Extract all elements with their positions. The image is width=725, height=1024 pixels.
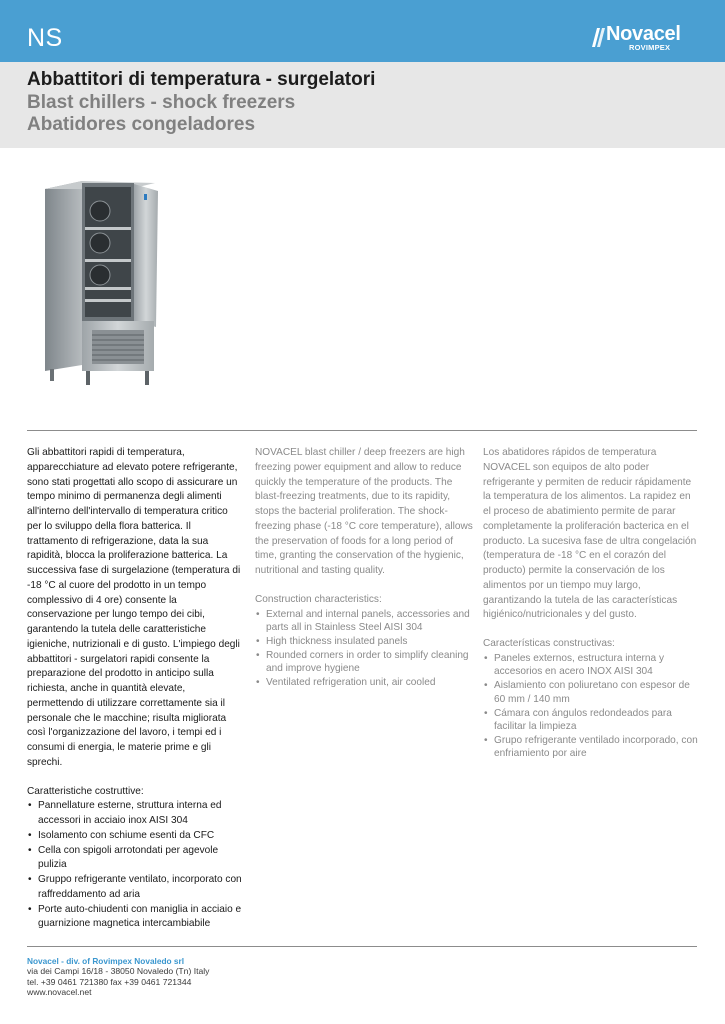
title-italian: Abbattitori di temperatura - surgelatori [27,69,376,90]
features-title-english: Construction characteristics: [255,593,382,605]
list-item: • Isolamento con schiume esenti da CFC [27,829,243,844]
column-english [255,446,473,690]
features-title-italian: Caratteristiche costruttive: [27,785,144,797]
column-italian [27,446,243,932]
product-image [40,175,175,390]
footer [27,956,209,997]
intro-spanish: Los abatidores rápidos de temperatura NOVACEL son equipos de alto poder refrigerante y permiten de reducir rápidamente la temperatura de los alimentos. La rapidez en el proceso de abatimiento permite de parar completamente la proliferación bacterica en el producto. La sucesiva fase de ultra congelación (temperatura de -18 °C en el corazón del producto) permite la conservación de los alimentos por un tiempo muy largo, garantizando la tutela de las características higiénico/nutricionales y del gusto. [483,447,697,621]
footer-website[interactable]: www.novacel.net [27,986,92,997]
logo-mark-icon [591,26,605,48]
list-item: • High thickness insulated panels [255,635,473,648]
column-spanish [483,446,701,761]
features-list-italian [27,799,243,932]
list-item: • Aislamiento con poliuretano con espesor de 60 mm / 140 mm [483,679,701,706]
footer-company: Novacel - div. of Rovimpex Novaledo srl [27,956,185,966]
features-list-english [255,608,473,690]
brand-name: Novacel [606,23,681,45]
features-title-spanish: Características constructivas: [483,638,615,649]
list-item: • Cámara con ángulos redondeados para facilitar la limpieza [483,707,701,734]
divider-bottom [27,946,697,947]
list-item: • Pannellature esterne, struttura interna ed accessori in acciaio inox AISI 304 [27,799,243,829]
footer-address: via dei Campi 16/18 - 38050 Novaledo (Tn) Italy [27,966,210,977]
intro-italian: Gli abbattitori rapidi di temperatura, apparecchiature ad elevato potere refrigerante, sono stati progettati allo scopo di assicurare un tempo minimo di permanenza degli alimenti all'interno dell'intervallo di temperatura critico per lo sviluppo della flora batterica. Il trattamento di refrigerazione, data la sua rapidità, blocca la proliferazione batterica. La successiva fase di surgelazione (temperatura di -18 °C al cuore del prodotto in un tempo complessivo di 4 ore) consente la conservazione per lungo tempo dei cibi, garantendo la tutela delle caratteristiche igieniche, nutrizionali e di gusto. L'impiego degli abbattitori - surgelatori rapidi consente la preparazione del prodotto in anticipo sulla richiesta, anche in quantità elevate, permettendo di utilizzare correttamente sia il personale che le macchine; risulta migliorata così l'organizzazione del lavoro, i tempi ed i consumi di energia, le materie prime e gli sprechi. [27,447,241,768]
brand-sub: ROVIMPEX [629,43,671,52]
divider-top [27,430,697,431]
features-list-spanish [483,652,701,761]
title-spanish: Abatidores congeladores [27,114,256,135]
footer-phone: tel. +39 0461 721380 fax +39 0461 721344 [27,976,192,987]
product-code: NS [27,24,63,52]
list-item: • Porte auto-chiudenti con maniglia in acciaio e guarnizione magnetica intercambiabile [27,903,243,933]
title-english: Blast chillers - shock freezers [27,92,296,113]
list-item: • Grupo refrigerante ventilado incorporado, con enfriamiento por aire [483,734,701,761]
brand-logo [591,23,701,53]
list-item: • Gruppo refrigerante ventilato, incorporato con raffreddamento ad aria [27,873,243,903]
list-item: • Cella con spigoli arrotondati per agevole pulizia [27,844,243,874]
list-item: • Rounded corners in order to simplify cleaning and improve hygiene [255,649,473,676]
list-item: • Ventilated refrigeration unit, air cooled [255,676,473,689]
intro-english: NOVACEL blast chiller / deep freezers are high freezing power equipment and allow to reduce quickly the temperature of the products. The blast-freezing treatments, due to its rapidity, stops the bacterial proliferation. The shock-freezing phase (-18 °C core temperature), allows the preservation of foods for a long period of time, granting the conservation of the hygienic, nutritional and tasting quality. [255,447,473,576]
list-item: • External and internal panels, accessories and parts all in Stainless Steel AISI 304 [255,608,473,635]
list-item: • Paneles externos, estructura interna y accesorios en acero INOX AISI 304 [483,652,701,679]
